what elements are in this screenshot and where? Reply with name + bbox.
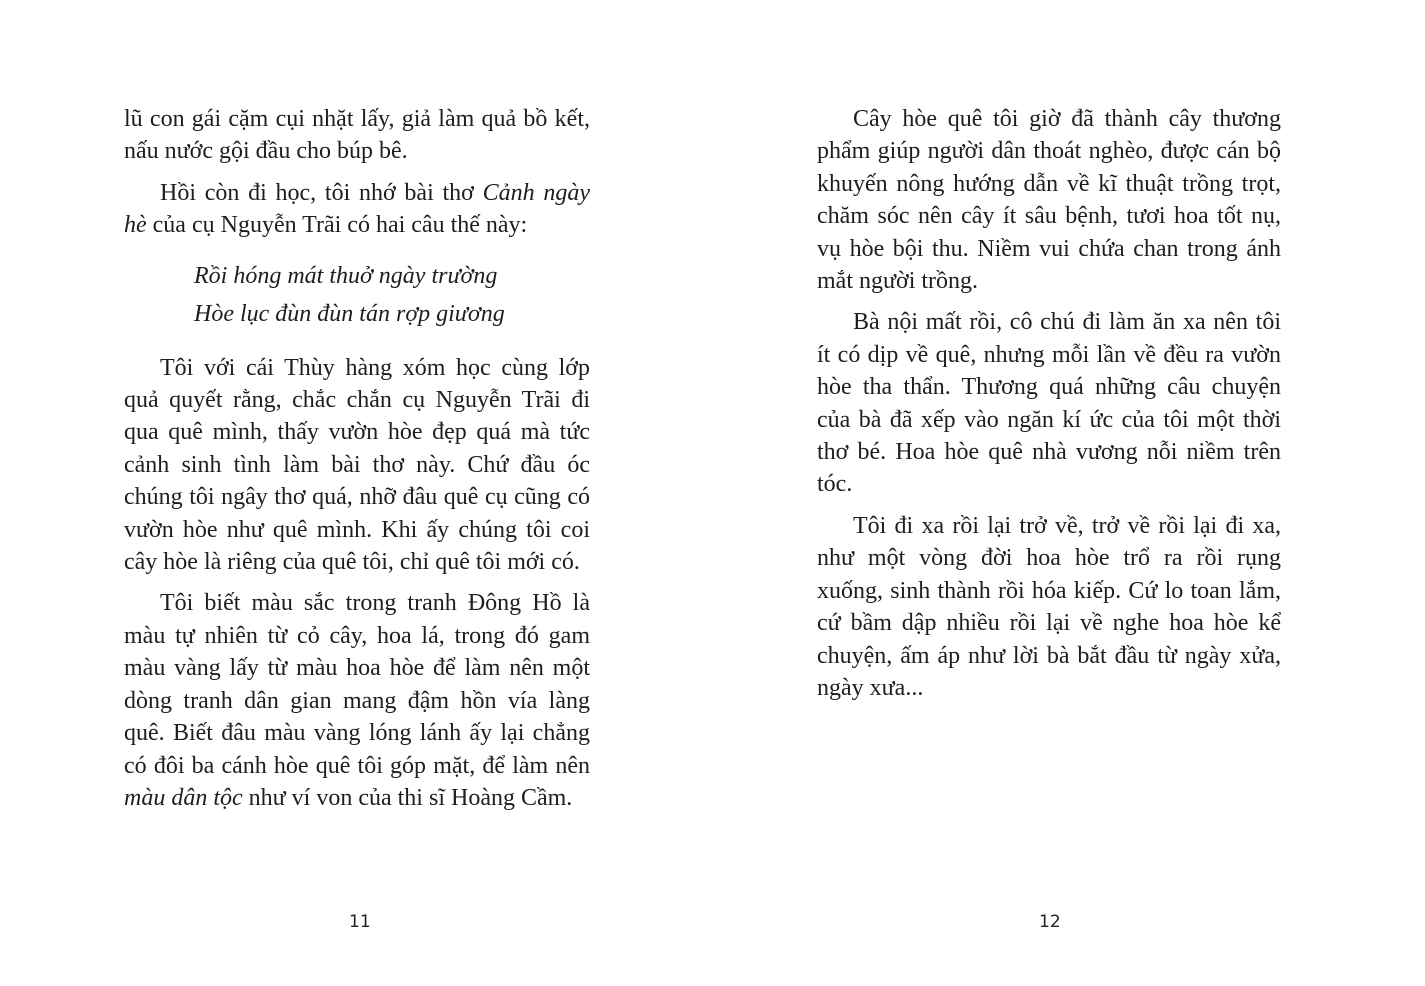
paragraph-text: như ví von của thi sĩ Hoàng Cầm. bbox=[242, 784, 573, 811]
paragraph: Bà nội mất rồi, cô chú đi làm ăn xa nên tôi ít có dịp về quê, nhưng mỗi lần về đều ra vườn hòe tha thẩn. Thương quá những câu chuyện của bà đã xếp vào ngăn kí ức của tôi một thời thơ bé. Hoa hòe quê nhà vương nỗi niềm trên tóc. bbox=[817, 309, 1281, 498]
paragraph: Tôi đi xa rồi lại trở về, trở về rồi lại đi xa, như một vòng đời hoa hòe trổ ra rồi rụng xuống, sinh thành rồi hóa kiếp. Cứ lo toan lắm, cứ bầm dập nhiều rồi lại về nghe hoa hòe kể chuyện, ấm áp như lời bà bắt đầu từ ngày xửa, ngày xưa... bbox=[817, 512, 1281, 701]
right-text-column bbox=[817, 103, 1281, 713]
verse-quote bbox=[194, 257, 590, 333]
paragraph: Cây hòe quê tôi giờ đã thành cây thương phẩm giúp người dân thoát nghèo, được cán bộ khuyến nông hướng dẫn về kĩ thuật trồng trọt, chăm sóc nên cây ít sâu bệnh, tươi hoa tốt nụ, vụ hòe bội thu. Niềm vui chứa chan trong ánh mắt người trồng. bbox=[817, 106, 1281, 295]
paragraph: lũ con gái cặm cụi nhặt lấy, giả làm quả bồ kết, nấu nước gội đầu cho búp bê. bbox=[124, 106, 590, 165]
right-page bbox=[712, 0, 1425, 986]
verse-line: Rồi hóng mát thuở ngày trường bbox=[194, 262, 498, 289]
page-number: 11 bbox=[349, 912, 371, 932]
verse-line: Hòe lục đùn đùn tán rợp giương bbox=[194, 300, 505, 327]
paragraph bbox=[124, 587, 590, 814]
emphasis: màu dân tộc bbox=[124, 784, 243, 811]
paragraph-text: Hồi còn đi học, tôi nhớ bài thơ bbox=[160, 179, 483, 206]
left-text-column bbox=[124, 103, 590, 823]
left-page bbox=[0, 0, 712, 986]
paragraph bbox=[124, 177, 590, 242]
page-number: 12 bbox=[1039, 912, 1061, 932]
paragraph-text: Tôi biết màu sắc trong tranh Đông Hồ là màu tự nhiên từ cỏ cây, hoa lá, trong đó gam màu vàng lấy từ màu hoa hòe để làm nên một dòng tranh dân gian mang đậm hồn vía làng quê. Biết đâu màu vàng lóng lánh ấy lại chẳng có đôi ba cánh hòe quê tôi góp mặt, để làm nên bbox=[124, 590, 590, 779]
poem-title: Cảnh ngày hè bbox=[124, 179, 590, 239]
paragraph-text: của cụ Nguyễn Trãi có hai câu thế này: bbox=[146, 212, 528, 239]
paragraph: Tôi với cái Thùy hàng xóm học cùng lớp quả quyết rằng, chắc chắn cụ Nguyễn Trãi đi qua quê mình, thấy vườn hòe đẹp quá mà tức cảnh sinh tình làm bài thơ này. Chứ đầu óc chúng tôi ngây thơ quá, nhỡ đâu quê cụ cũng có vườn hòe như quê mình. Khi ấy chúng tôi coi cây hòe là riêng của quê tôi, chỉ quê tôi mới có. bbox=[124, 354, 590, 576]
